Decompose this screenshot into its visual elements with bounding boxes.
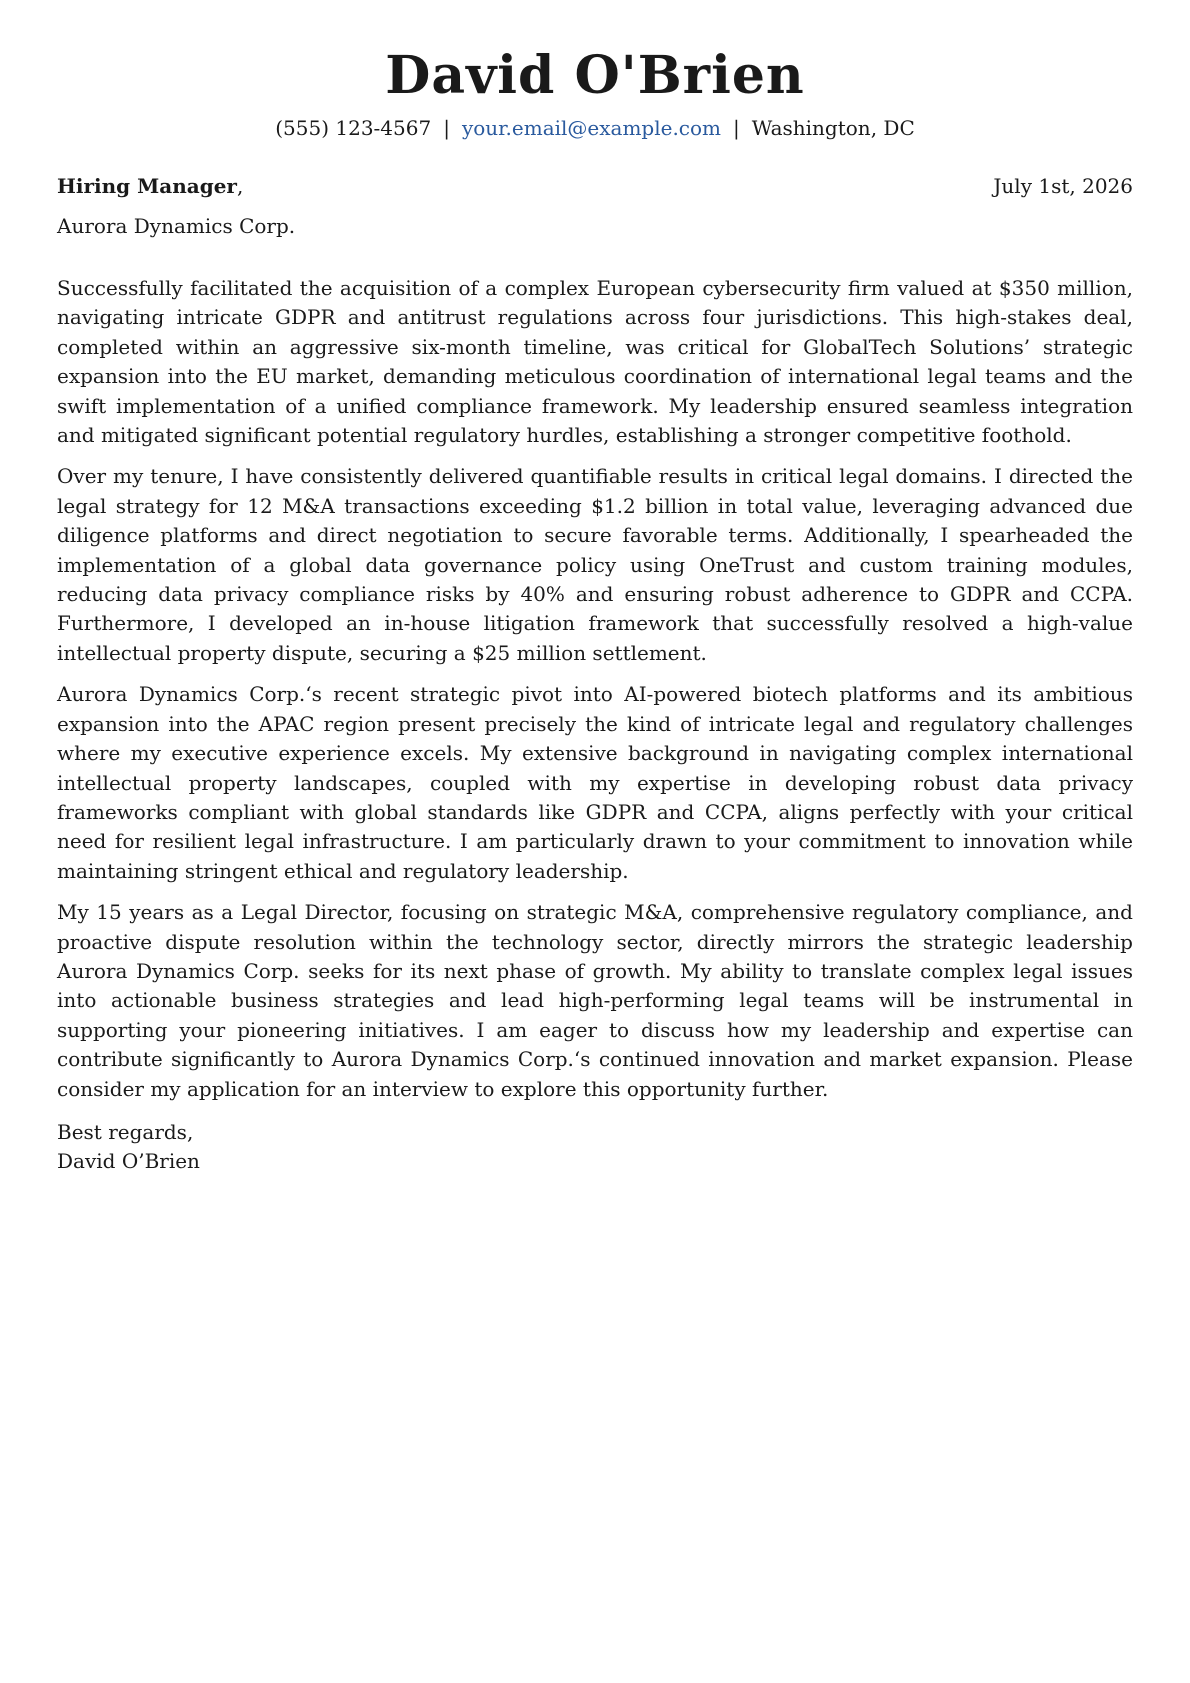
recipient-title bbox=[57, 172, 243, 200]
body-paragraph: Successfully facilitated the acquisition of a complex European cybersecurity firm valued at $350 million, navigating intricate GDPR and antitrust regulations across four jurisdictions. This high-stakes deal, completed within an aggressive six-month timeline, was critical for GlobalTech Solutions’ strategic expansion into the EU market, demanding meticulous coordination of international legal teams and the swift implementation of a unified compliance framework. My leadership ensured seamless integration and mitigated significant potential regulatory hurdles, establishing a stronger competitive foothold. bbox=[57, 276, 1133, 448]
cover-letter-page bbox=[57, 0, 1133, 1176]
contact-separator: | bbox=[443, 116, 450, 140]
body-paragraph: Over my tenure, I have consistently delivered quantifiable results in critical legal domains. I directed the legal strategy for 12 M&A transactions exceeding $1.2 billion in total value, leveraging advanced due diligence platforms and direct negotiation to secure favorable terms. Additionally, I spearheaded the implementation of a global data governance policy using OneTrust and custom training modules, reducing data privacy compliance risks by 40% and ensuring robust adherence to GDPR and CCPA. Furthermore, I developed an in-house litigation framework that successfully resolved a high-value intellectual property dispute, securing a $25 million settlement. bbox=[57, 464, 1133, 665]
closing-salutation: Best regards, bbox=[57, 1119, 194, 1144]
phone-number: (555) 123-4567 bbox=[275, 116, 432, 140]
recipient-date-row bbox=[57, 172, 1133, 200]
body-paragraph: My 15 years as a Legal Director, focusing on strategic M&A, comprehensive regulatory compliance, and proactive dispute resolution within the technology sector, directly mirrors the strategic leadership Aurora Dynamics Corp. seeks for its next phase of growth. My ability to translate complex legal issues into actionable business strategies and lead high-performing legal teams will be instrumental in supporting your pioneering initiatives. I am eager to discuss how my leadership and expertise can contribute significantly to Aurora Dynamics Corp.‘s continued innovation and market expansion. Please consider my application for an interview to explore this opportunity further. bbox=[57, 900, 1133, 1101]
email-link[interactable]: your.email@example.com bbox=[461, 116, 722, 140]
letter-closing bbox=[57, 1118, 1133, 1176]
applicant-name: David O'Brien bbox=[385, 45, 805, 106]
contact-separator: | bbox=[733, 116, 740, 140]
body-paragraph: Aurora Dynamics Corp.‘s recent strategic pivot into AI-powered biotech platforms and its ambitious expansion into the APAC region present precisely the kind of intricate legal and regulatory challenges where my executive experience excels. My extensive background in navigating complex international intellectual property landscapes, coupled with my expertise in developing robust data privacy frameworks compliant with global standards like GDPR and CCPA, aligns perfectly with your critical need for resilient legal infrastructure. I am particularly drawn to your commitment to innovation while maintaining stringent ethical and regulatory leadership. bbox=[57, 682, 1133, 883]
location: Washington, DC bbox=[751, 116, 915, 140]
closing-signature: David O’Brien bbox=[57, 1148, 200, 1173]
letter-body bbox=[57, 274, 1133, 1104]
recipient-company: Aurora Dynamics Corp. bbox=[57, 214, 296, 238]
recipient-title-text: Hiring Manager bbox=[57, 174, 237, 198]
contact-line bbox=[57, 114, 1133, 142]
recipient-suffix: , bbox=[236, 174, 244, 198]
letter-date: July 1st, 2026 bbox=[993, 174, 1133, 198]
